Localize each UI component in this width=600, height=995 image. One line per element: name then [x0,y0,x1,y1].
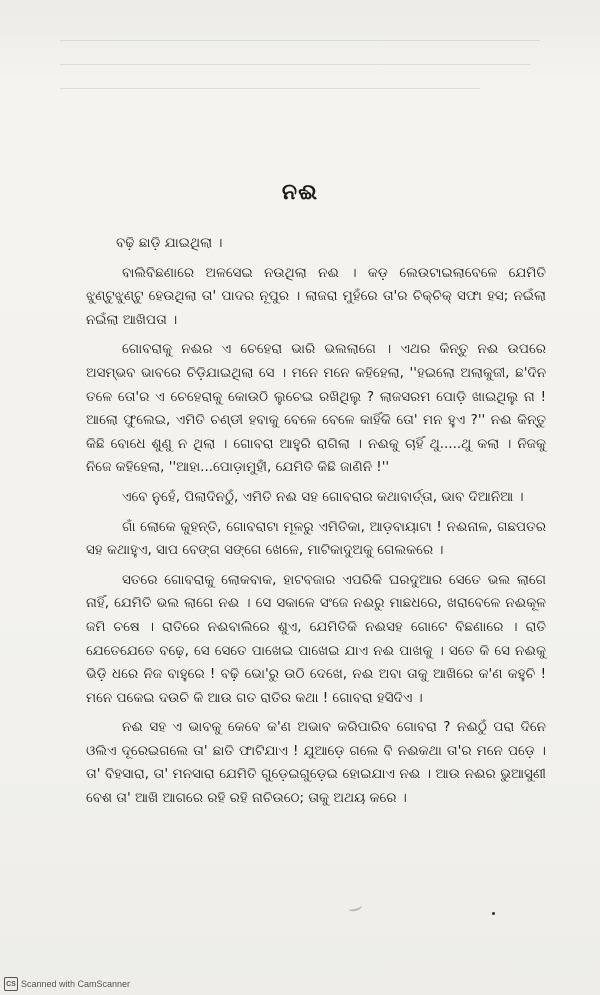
scanner-watermark [4,977,130,991]
paragraph: ନଈ ସହ ଏ ଭାବକୁ କେବେ କ'ଣ ଅଭାବ କରିପାରିବ ଗୋବରା ? ନଈଠୁଁ ପରା ଦିନେ ଓଲିଏ ଦୂରେଇଗଲେ ତା' ଛାତି ଫାଟିଯାଏ ! ଯୁଆଡ଼େ ଗଲେ ବି ନଈକଥା ତା'ର ମନେ ପଡ଼େ । ତା' ବିହସାରା, ତା' ମନସାରା ଯେମିତି ଗୁଡ଼େଇଗୁଡ଼େଇ ହୋଇଯାଏ ନଈ । ଆଉ ନଈର ଭୁଆସୁଣୀ ବେଶ ତା' ଆଖି ଆଗରେ ରହି ରହି ନାଚିଉଠେ; ତାକୁ ଅଥୟ କରେ । [86,719,546,807]
paragraph: ବାଲିବିଛଣାରେ ଅଳସେଇ ନଉଥିଲା ନଈ । କଡ଼ ଲେଉଟାଇଲାବେଳେ ଯେମିତି ଝୁଣ୍ଟୁଝୁଣ୍ଟୁ ହେଉଥିଲା ତା' ପାଦର ନୂପୁର । ଲାଜରା ମୁହଁରେ ତା'ର ଚିକ୍‌ଚିକ୍ ସଫା ହସ; ନଇଁଲା ନଇଁଲା ଆଖିପତା । [86,264,546,328]
story-body [86,232,546,817]
bleed-through-line [60,64,530,65]
ink-speck [492,912,495,915]
pencil-mark [347,901,363,912]
paragraph: ବଢ଼ି ଛାଡ଼ି ଯାଇଥିଲା । [116,235,223,251]
bleed-through-line [60,88,480,89]
camscanner-logo-icon: CS [4,977,18,991]
watermark-text: Scanned with CamScanner [21,979,131,989]
bleed-through-line [60,40,540,41]
paragraph: ଗୋବରାକୁ ନଈର ଏ ଚେହେରା ଭାରି ଭଲଲାଗେ । ଏଥର କିନ୍ତୁ ନଈ ଉପରେ ଅସମ୍ଭବ ଭାବରେ ଚିଡ଼ିଯାଇଥିଲା ସେ । ମନେ ମନେ କହିହେଲା, ''ହଇଲୋ ଅଲାକୁଜୀ, ଛ'ଦିନ ତଳେ ତୋ'ର ଏ ଚେହେରାକୁ କୋଉଠି ଲୁଚେଇ ରଖିଥିଲୁ ? ଲାଜସରମ ପୋଡ଼ି ଖାଇଥିଲୁ ନା ! ଆଲୋ ଫୁଲେଇ, ଏମିତି ଚଣ୍ଡୀ ହବାକୁ ବେଳେ ବେଳେ କାହିଁକି ତୋ' ମନ ହୁଏ ?'' ନଈ କିନ୍ତୁ କିଛି ବୋଧେ ଶୁଣୁ ନ ଥିଲା । ଗୋବରା ଆହୁରି ରାଗିଲା । ନଈକୁ ଚାହିଁ ଥୁ.....ଥୁ କଲା । ନିଜକୁ ନିଜେ କହିହେଲା, ''ଆହା...ପୋଡ଼ାମୁହୀଁ, ଯେମିତି କିଛି ଜାଣିନି !'' [86,341,546,476]
paragraph: ଗାଁ ଲୋକେ କୁହନ୍ତି, ଗୋବରାଟା ମୂଳରୁ ଏମିତିକା, ଆଡ଼ବାୟାଟା ! ନଈନାଳ, ଗଛପତର ସହ କଥାହୁଏ, ସାପ ବେଙ୍ଗ ସଙ୍ଗେ ଖେଳେ, ମାଟିକାଦୁଅକୁ ଗେଲକରେ । [86,518,546,559]
paragraph: ଏବେ ନୁହେଁ, ପିଲାଦିନଠୁଁ, ଏମିତି ନଈ ସହ ଗୋବରାର କଥାବାର୍ତ୍ତା, ଭାବ ଦିଆନିଆ । [122,488,524,505]
paragraph: ସତରେ ଗୋବରାକୁ ଲୋକବାକ, ହାଟବଜାର ଏପରିକି ଘରଦୁଆର ସେତେ ଭଲ ଲାଗେ ନାହିଁ, ଯେମିତି ଭଲ ଲାଗେ ନଈ । ସେ ସକାଳେ ସଂଜେ ନଈରୁ ମାଛଧରେ, ଖରାବେଳେ ନଈକୂଳ ଜମି ଚଷେ । ରାତିରେ ନଈବାଲିରେ ଶୁଏ, ଯେମିତିକି ନଈସହ ଗୋଟେ ବିଛଣାରେ । ରାତି ଯେତେଯେତେ ବଢ଼େ, ସେ ସେତେ ପାଖେଇ ପାଖେଇ ଯାଏ ନଈ ପାଖକୁ । ସତେ କି ସେ ନଈକୁ ଭିଡ଼ି ଧରେ ନିଜ ବାହୁରେ ! ବଢ଼ି ଭୋ'ରୁ ଉଠି ଦେଖେ, ନଈ ଅବା ତାକୁ ଆଖିରେ କ'ଣ କହୁଚି ! ମନେ ପକେଇ ଦଉଚି କି ଆଉ ଗତ ରାତିର କଥା ! ଗୋବରା ହସିଦିଏ । [86,571,546,706]
chapter-title: ନଈ [281,180,319,205]
